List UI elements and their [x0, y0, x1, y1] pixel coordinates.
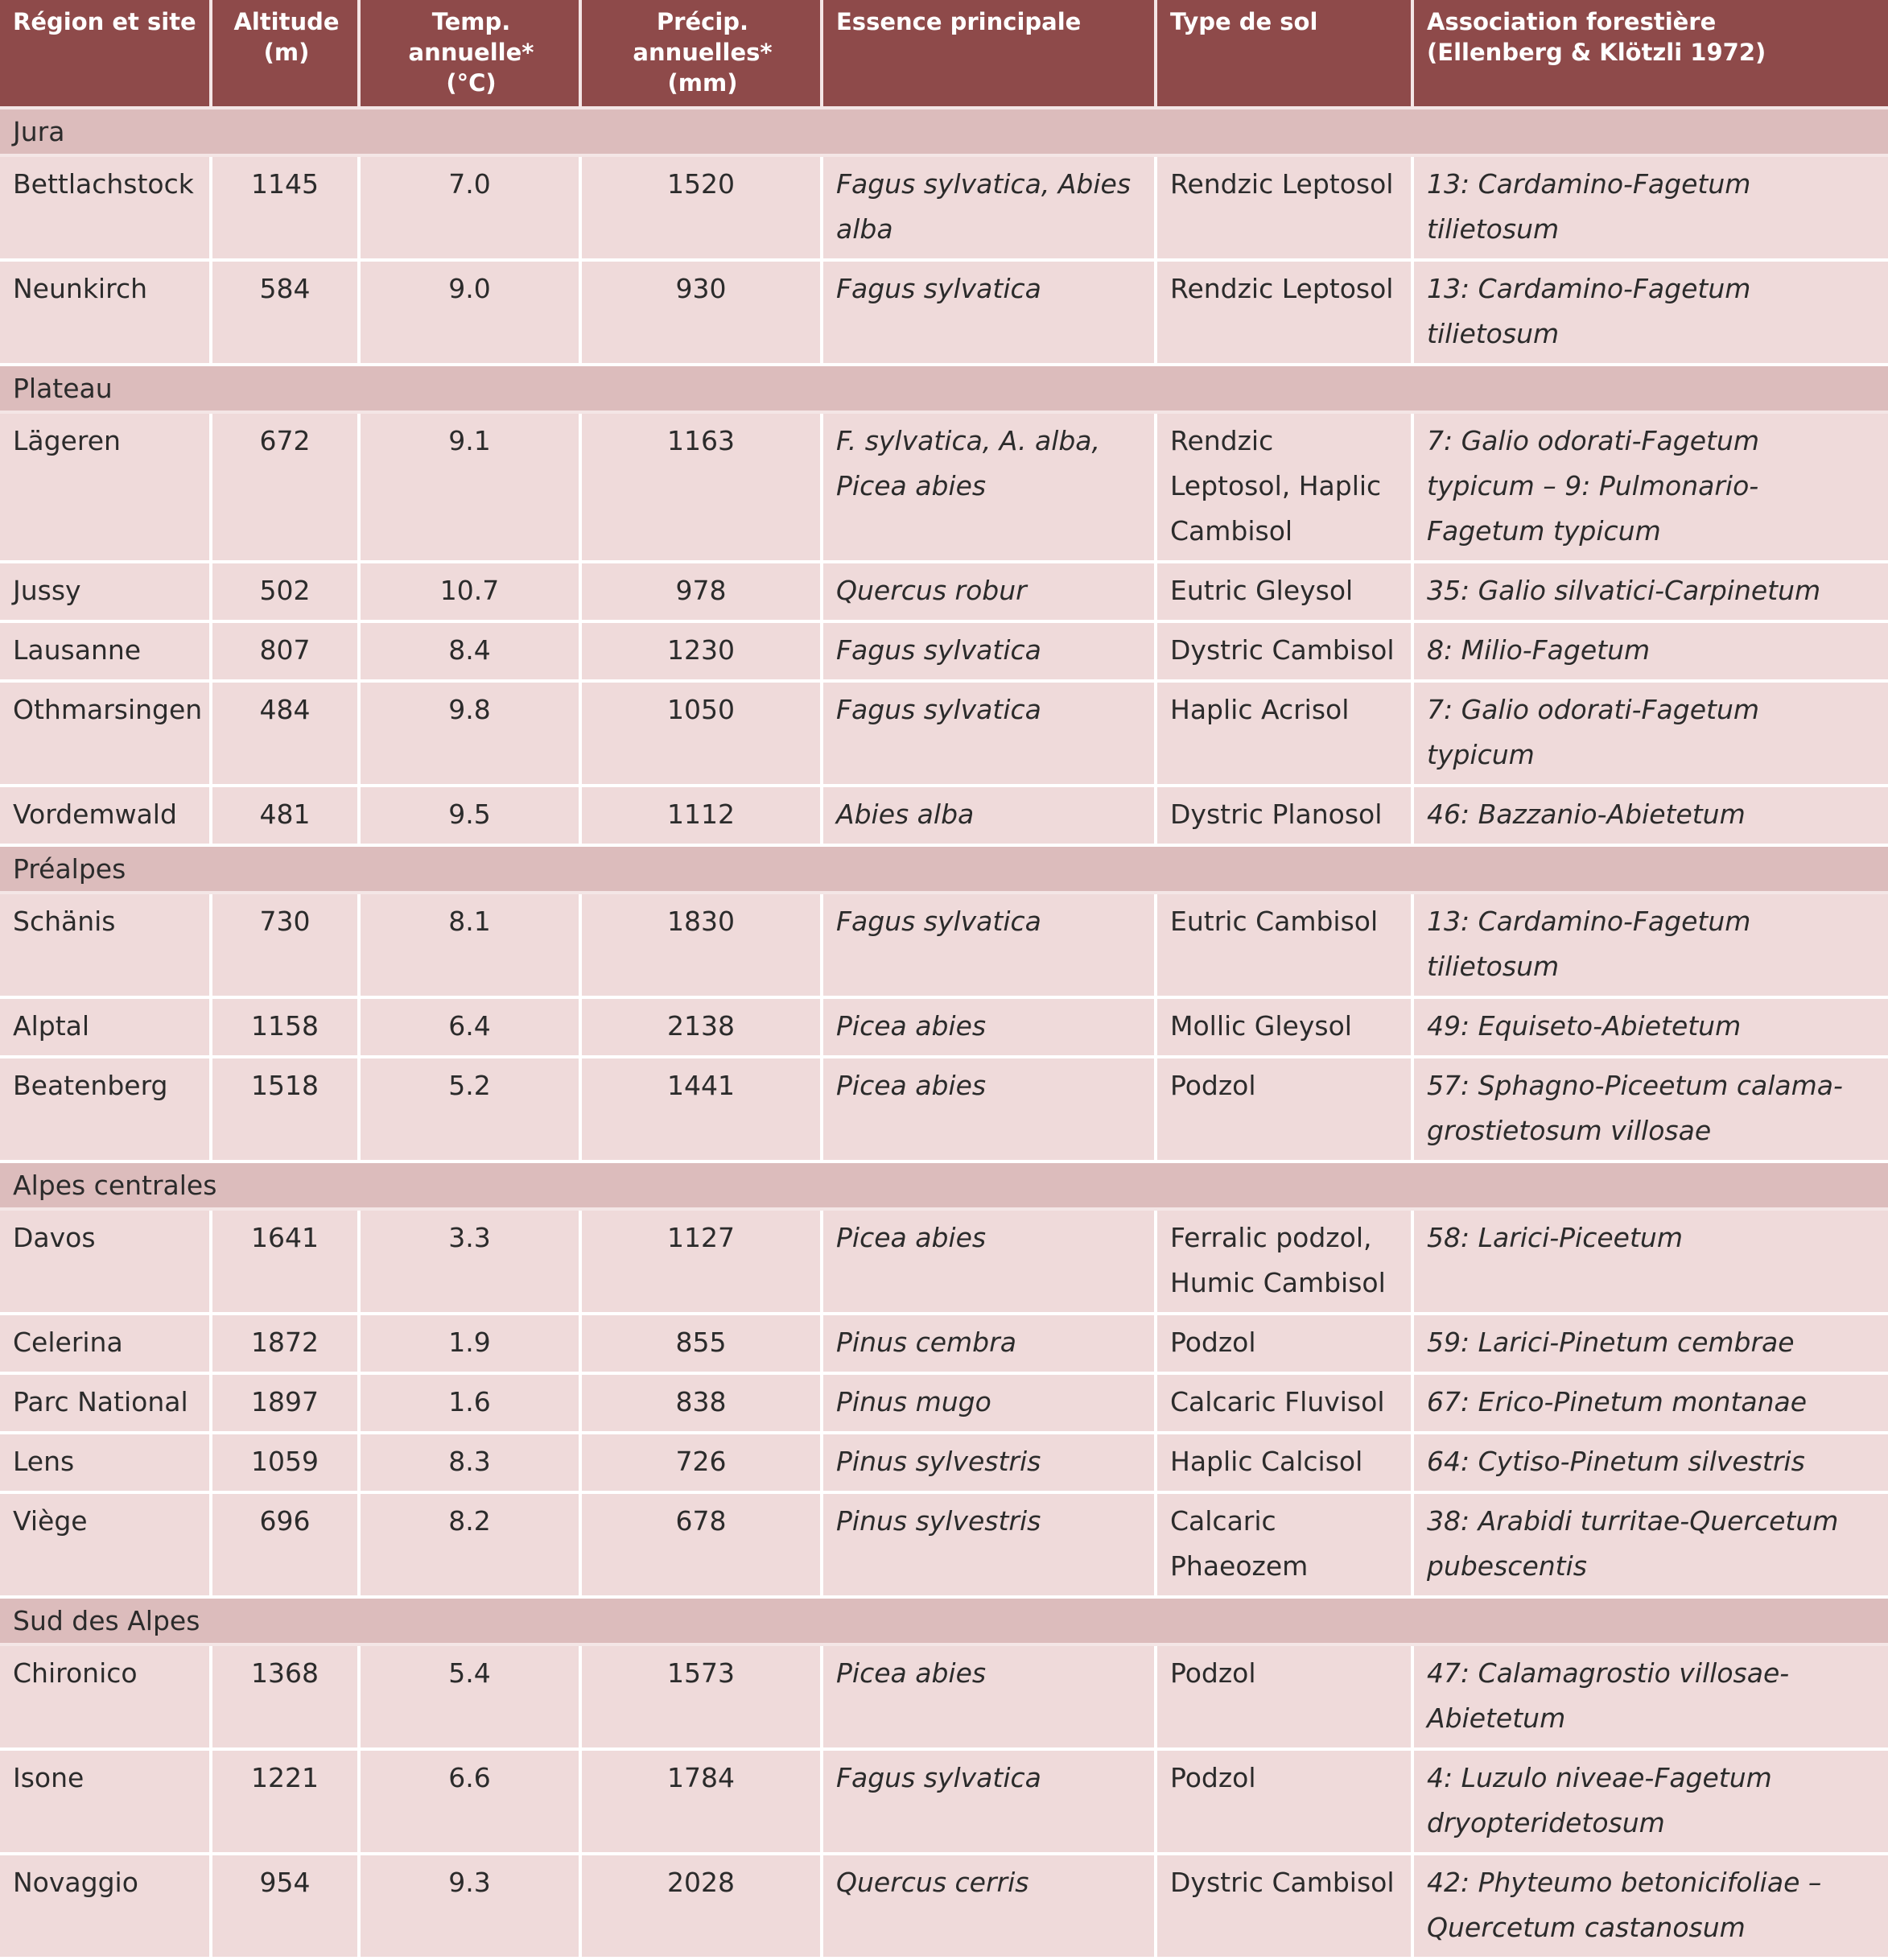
precipitation-cell: 1163 — [580, 412, 822, 562]
site-name: Alptal — [0, 997, 211, 1057]
temperature-cell: 3.3 — [359, 1209, 580, 1314]
site-name: Chironico — [0, 1644, 211, 1749]
soil-cell: Eutric Cambisol — [1156, 893, 1412, 997]
association-cell: 7: Galio odorati-Fagetum typicum – 9: Pulmonario-Fagetum typicum — [1412, 412, 1888, 562]
altitude-cell: 1145 — [211, 155, 359, 260]
site-name: Jussy — [0, 562, 211, 621]
table-row — [0, 412, 1888, 562]
species-cell: Abies alba — [822, 786, 1156, 845]
soil-cell: Calcaric Phaeozem — [1156, 1492, 1412, 1597]
association-cell: 13: Cardamino-Fagetum tilietosum — [1412, 893, 1888, 997]
altitude-cell: 1368 — [211, 1644, 359, 1749]
temperature-cell: 7.0 — [359, 155, 580, 260]
precipitation-cell: 978 — [580, 562, 822, 621]
site-name: Vordemwald — [0, 786, 211, 845]
site-name: Othmarsingen — [0, 681, 211, 786]
table-row — [0, 1373, 1888, 1433]
altitude-cell: 481 — [211, 786, 359, 845]
table-row — [0, 1433, 1888, 1492]
region-name: Jura — [0, 108, 1888, 155]
temperature-cell: 5.4 — [359, 1644, 580, 1749]
site-name: Isone — [0, 1749, 211, 1854]
species-cell: Picea abies — [822, 1057, 1156, 1162]
header-site: Région et site — [0, 0, 211, 108]
soil-cell: Mollic Gleysol — [1156, 997, 1412, 1057]
header-altitude: Altitude (m) — [211, 0, 359, 108]
association-cell: 35: Galio silvatici-Carpinetum — [1412, 562, 1888, 621]
soil-cell: Podzol — [1156, 1314, 1412, 1373]
altitude-cell: 1221 — [211, 1749, 359, 1854]
species-cell: Fagus sylvatica — [822, 893, 1156, 997]
soil-cell: Podzol — [1156, 1644, 1412, 1749]
precipitation-cell: 678 — [580, 1492, 822, 1597]
temperature-cell: 6.6 — [359, 1749, 580, 1854]
temperature-cell: 9.5 — [359, 786, 580, 845]
table-row — [0, 1749, 1888, 1854]
region-row — [0, 845, 1888, 893]
altitude-cell: 807 — [211, 621, 359, 681]
precipitation-cell: 1830 — [580, 893, 822, 997]
region-name: Plateau — [0, 365, 1888, 412]
soil-cell: Podzol — [1156, 1749, 1412, 1854]
species-cell: Fagus sylvatica — [822, 681, 1156, 786]
species-cell: Fagus sylvatica — [822, 621, 1156, 681]
temperature-cell: 9.1 — [359, 412, 580, 562]
soil-cell: Dystric Cambisol — [1156, 621, 1412, 681]
species-cell: Pinus cembra — [822, 1314, 1156, 1373]
site-name: Davos — [0, 1209, 211, 1314]
precipitation-cell: 1441 — [580, 1057, 822, 1162]
precipitation-cell: 930 — [580, 260, 822, 365]
association-cell: 13: Cardamino-Fagetum tilietosum — [1412, 155, 1888, 260]
table-row — [0, 1057, 1888, 1162]
precipitation-cell: 1230 — [580, 621, 822, 681]
soil-cell: Rendzic Leptosol — [1156, 260, 1412, 365]
species-cell: F. sylvatica, A. alba, Picea abies — [822, 412, 1156, 562]
table-row — [0, 260, 1888, 365]
precipitation-cell: 1050 — [580, 681, 822, 786]
temperature-cell: 8.2 — [359, 1492, 580, 1597]
site-name: Beatenberg — [0, 1057, 211, 1162]
table-row — [0, 893, 1888, 997]
soil-cell: Podzol — [1156, 1057, 1412, 1162]
precipitation-cell: 1112 — [580, 786, 822, 845]
altitude-cell: 502 — [211, 562, 359, 621]
table-row — [0, 1644, 1888, 1749]
table-row — [0, 1492, 1888, 1597]
table-row — [0, 997, 1888, 1057]
association-cell: 47: Calamagrostio villosae-Abietetum — [1412, 1644, 1888, 1749]
site-name: Neunkirch — [0, 260, 211, 365]
altitude-cell: 672 — [211, 412, 359, 562]
site-name: Parc National — [0, 1373, 211, 1433]
header-temperature: Temp. annuelle* (°C) — [359, 0, 580, 108]
region-name: Préalpes — [0, 845, 1888, 893]
site-name: Lausanne — [0, 621, 211, 681]
altitude-cell: 584 — [211, 260, 359, 365]
association-cell: 8: Milio-Fagetum — [1412, 621, 1888, 681]
species-cell: Pinus sylvestris — [822, 1433, 1156, 1492]
site-name: Celerina — [0, 1314, 211, 1373]
region-name: Sud des Alpes — [0, 1597, 1888, 1644]
precipitation-cell: 1127 — [580, 1209, 822, 1314]
association-cell: 57: Sphagno-Piceetum calama-grostietosum villosae — [1412, 1057, 1888, 1162]
soil-cell: Rendzic Leptosol — [1156, 155, 1412, 260]
association-cell: 42: Phyteumo betonicifoliae – Quercetum castanosum — [1412, 1854, 1888, 1958]
table-header — [0, 0, 1888, 108]
species-cell: Quercus robur — [822, 562, 1156, 621]
precipitation-cell: 838 — [580, 1373, 822, 1433]
header-soil: Type de sol — [1156, 0, 1412, 108]
soil-cell: Rendzic Leptosol, Haplic Cambisol — [1156, 412, 1412, 562]
soil-cell: Calcaric Fluvisol — [1156, 1373, 1412, 1433]
association-cell: 46: Bazzanio-Abietetum — [1412, 786, 1888, 845]
table-row — [0, 1209, 1888, 1314]
association-cell: 67: Erico-Pinetum montanae — [1412, 1373, 1888, 1433]
precipitation-cell: 1573 — [580, 1644, 822, 1749]
species-cell: Picea abies — [822, 1209, 1156, 1314]
table-row — [0, 1854, 1888, 1958]
temperature-cell: 1.9 — [359, 1314, 580, 1373]
table-row — [0, 621, 1888, 681]
altitude-cell: 730 — [211, 893, 359, 997]
soil-cell: Haplic Acrisol — [1156, 681, 1412, 786]
soil-cell: Haplic Calcisol — [1156, 1433, 1412, 1492]
table-row — [0, 155, 1888, 260]
association-cell: 4: Luzulo niveae-Fagetum dryopteridetosum — [1412, 1749, 1888, 1854]
temperature-cell: 8.4 — [359, 621, 580, 681]
soil-cell: Ferralic podzol, Humic Cambisol — [1156, 1209, 1412, 1314]
site-name: Lens — [0, 1433, 211, 1492]
species-cell: Fagus sylvatica — [822, 1749, 1156, 1854]
temperature-cell: 8.3 — [359, 1433, 580, 1492]
precipitation-cell: 726 — [580, 1433, 822, 1492]
altitude-cell: 1641 — [211, 1209, 359, 1314]
table-row — [0, 1314, 1888, 1373]
association-cell: 7: Galio odorati-Fagetum typicum — [1412, 681, 1888, 786]
temperature-cell: 9.3 — [359, 1854, 580, 1958]
precipitation-cell: 1784 — [580, 1749, 822, 1854]
altitude-cell: 1158 — [211, 997, 359, 1057]
species-cell: Fagus sylvatica — [822, 260, 1156, 365]
species-cell: Fagus sylvatica, Abies alba — [822, 155, 1156, 260]
region-row — [0, 1597, 1888, 1644]
table-row — [0, 681, 1888, 786]
site-name: Schänis — [0, 893, 211, 997]
association-cell: 49: Equiseto-Abietetum — [1412, 997, 1888, 1057]
soil-cell: Eutric Gleysol — [1156, 562, 1412, 621]
temperature-cell: 9.0 — [359, 260, 580, 365]
soil-cell: Dystric Cambisol — [1156, 1854, 1412, 1958]
site-name: Lägeren — [0, 412, 211, 562]
site-name: Novaggio — [0, 1854, 211, 1958]
header-precipitation: Précip. annuelles* (mm) — [580, 0, 822, 108]
soil-cell: Dystric Planosol — [1156, 786, 1412, 845]
species-cell: Picea abies — [822, 997, 1156, 1057]
species-cell: Pinus mugo — [822, 1373, 1156, 1433]
association-cell: 64: Cytiso-Pinetum silvestris — [1412, 1433, 1888, 1492]
temperature-cell: 9.8 — [359, 681, 580, 786]
association-cell: 59: Larici-Pinetum cembrae — [1412, 1314, 1888, 1373]
table-row — [0, 786, 1888, 845]
precipitation-cell: 2138 — [580, 997, 822, 1057]
temperature-cell: 5.2 — [359, 1057, 580, 1162]
temperature-cell: 8.1 — [359, 893, 580, 997]
header-species: Essence principale — [822, 0, 1156, 108]
site-name: Bettlachstock — [0, 155, 211, 260]
altitude-cell: 1872 — [211, 1314, 359, 1373]
precipitation-cell: 2028 — [580, 1854, 822, 1958]
precipitation-cell: 1520 — [580, 155, 822, 260]
precipitation-cell: 855 — [580, 1314, 822, 1373]
species-cell: Pinus sylvestris — [822, 1492, 1156, 1597]
temperature-cell: 1.6 — [359, 1373, 580, 1433]
association-cell: 38: Arabidi turritae-Quercetum pubescentis — [1412, 1492, 1888, 1597]
association-cell: 58: Larici-Piceetum — [1412, 1209, 1888, 1314]
altitude-cell: 484 — [211, 681, 359, 786]
temperature-cell: 10.7 — [359, 562, 580, 621]
altitude-cell: 1059 — [211, 1433, 359, 1492]
altitude-cell: 1897 — [211, 1373, 359, 1433]
header-association: Association forestière (Ellenberg & Klötzli 1972) — [1412, 0, 1888, 108]
species-cell: Quercus cerris — [822, 1854, 1156, 1958]
table-row — [0, 562, 1888, 621]
temperature-cell: 6.4 — [359, 997, 580, 1057]
site-name: Viège — [0, 1492, 211, 1597]
region-row — [0, 108, 1888, 155]
species-cell: Picea abies — [822, 1644, 1156, 1749]
altitude-cell: 696 — [211, 1492, 359, 1597]
region-row — [0, 365, 1888, 412]
altitude-cell: 1518 — [211, 1057, 359, 1162]
region-name: Alpes centrales — [0, 1162, 1888, 1209]
altitude-cell: 954 — [211, 1854, 359, 1958]
association-cell: 13: Cardamino-Fagetum tilietosum — [1412, 260, 1888, 365]
region-row — [0, 1162, 1888, 1209]
